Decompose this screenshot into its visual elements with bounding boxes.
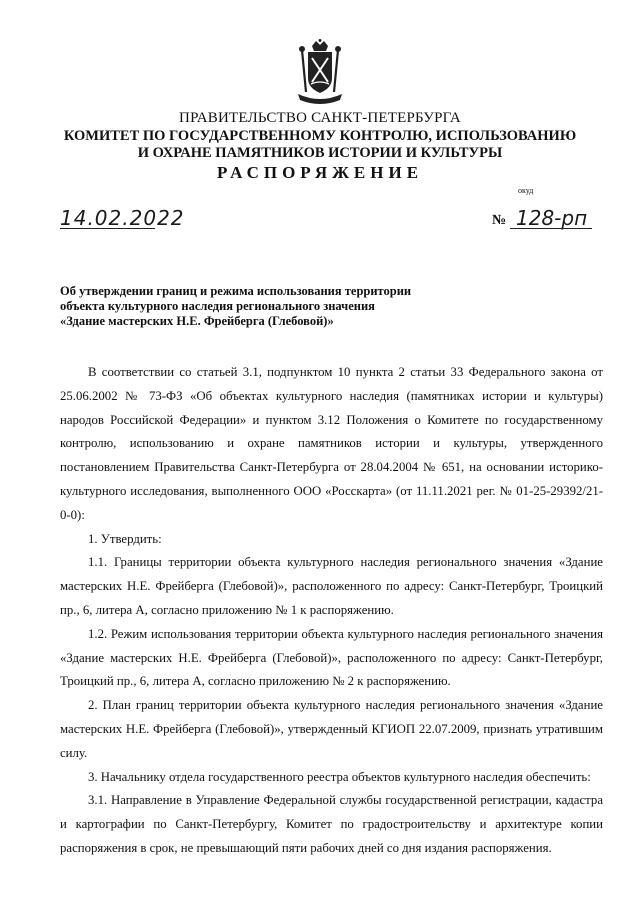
body-paragraph: 3. Начальнику отдела государственного реестра объектов культурного наследия обеспечить:: [88, 769, 591, 784]
document-number: 128-рп: [516, 206, 588, 230]
committee-name-line1: КОМИТЕТ ПО ГОСУДАРСТВЕННОМУ КОНТРОЛЮ, ИСПОЛЬЗОВАНИЮ: [63, 128, 577, 144]
government-title: ПРАВИТЕЛЬСТВО САНКТ-ПЕТЕРБУРГА: [179, 110, 461, 126]
subject-line: «Здание мастерских Н.Е. Фрейберга (Глебовой)»: [60, 314, 334, 328]
committee-name-line2: И ОХРАНЕ ПАМЯТНИКОВ ИСТОРИИ И КУЛЬТУРЫ: [137, 145, 503, 161]
okud-label: окуд: [518, 186, 534, 195]
body-paragraph: В соответствии со статьей 3.1, подпунктом 10 пункта 2 статьи 33 Федерального закона от 25.06.2002 № 73-ФЗ «Об объектах культурного наследия (памятниках истории и культуры) народов Российской Федерации» и пунктом 3.12 Положения о Комитете по государственному контролю, использованию и охране памятников истории и культуры, утвержденного постановлением Правительства Санкт-Петербурга от 28.04.2004 № 651, на основании историко-культурного исследования, выполненного ООО «Росскарта» (от 11.11.2021 рег. № 01-25-29392/21-0-0):: [60, 365, 603, 522]
document-type: РАСПОРЯЖЕНИЕ: [216, 163, 424, 182]
body-paragraph: 2. План границ территории объекта культурного наследия регионального значения «Здание мастерских Н.Е. Фрейберга (Глебовой)», утвержденный КГИОП 22.07.2009, признать утратившим силу.: [60, 698, 603, 760]
subject-line: объекта культурного наследия регионального значения: [60, 299, 375, 313]
coat-of-arms-emblem: [290, 38, 350, 108]
document-date: 14.02.2022: [60, 206, 185, 230]
body-paragraph: 1.2. Режим использования территории объекта культурного наследия регионального значения «Здание мастерских Н.Е. Фрейберга (Глебовой)», расположенного по адресу: Санкт-Петербург, Троицкий пр., 6, литера А, согласно приложению № 2 к распоряжению.: [60, 626, 603, 689]
document-body: [60, 361, 603, 861]
document-subject: [60, 284, 440, 329]
body-paragraph: 3.1. Направление в Управление Федеральной службы государственной регистрации, кадастра и картографии по Санкт-Петербургу, Комитет по градостроительству и архитектуре копии распоряжения в срок, не превышающий пяти рабочих дней со дня издания распоряжения.: [60, 793, 603, 855]
body-paragraph: 1.1. Границы территории объекта культурного наследия регионального значения «Здание мастерских Н.Е. Фрейберга (Глебовой)», расположенного по адресу: Санкт-Петербург, Троицкий пр., 6, литера А, согласно приложению № 1 к распоряжению.: [60, 555, 603, 617]
number-underline: [510, 228, 592, 229]
date-underline: [60, 228, 155, 229]
body-paragraph: 1. Утвердить:: [88, 531, 162, 546]
number-sign: №: [492, 213, 507, 228]
subject-line: Об утверждении границ и режима использования территории: [60, 284, 412, 298]
